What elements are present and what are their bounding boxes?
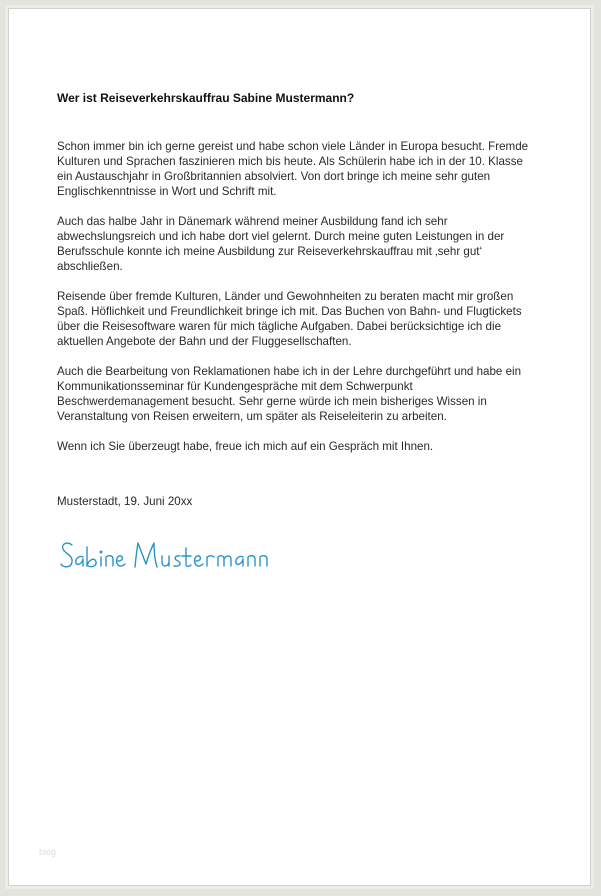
date-line: Musterstadt, 19. Juni 20xx [57,495,193,508]
paragraph-closing: Wenn ich Sie überzeugt habe, freue ich mich auf ein Gespräch mit Ihnen. [57,440,434,453]
handwritten-signature [59,537,299,582]
paragraph-denmark-training: Auch das halbe Jahr in Dänemark während meiner Ausbildung fand ich sehr abwechslungsreich und ich habe dort viel gelernt. Durch meine guten Leistungen in der Berufsschule konnte ich meine Ausbildung zur Reiseverkehrskauffrau mit ‚sehr gut‘ abschließen. [57,215,505,273]
letter-body [57,91,537,509]
letter-heading: Wer ist Reiseverkehrskauffrau Sabine Mustermann? [57,91,355,105]
paragraph-complaints: Auch die Bearbeitung von Reklamationen habe ich in der Lehre durchgeführt und habe ein Kommunikationsseminar für Kundengespräche mit dem Schwerpunkt Beschwerdemanagement besucht. Sehr gerne würde ich mein bisheriges Wissen in Veranstaltung von Reisen erweitern, um später als Reiseleiterin zu arbeiten. [57,365,522,423]
paragraph-customer-advice: Reisende über fremde Kulturen, Länder und Gewohnheiten zu beraten macht mir großen Spaß. Höflichkeit und Freundlichkeit bringe ich mit. Das Buchen von Bahn- und Flugtickets über die Reisesoftware waren für mich tägliche Aufgaben. Dabei berücksichtige ich die aktuellen Angebote der Bahn und der Fluggesellschaften. [57,290,522,348]
paragraph-travel-experience: Schon immer bin ich gerne gereist und habe schon viele Länder in Europa besucht. Fremde Kulturen und Sprachen faszinieren mich bis heute. Als Schülerin habe ich in der 10. Klasse ein Austauschjahr in Großbritannien absolviert. Von dort bringe ich meine sehr guten Englischkenntnisse in Wort und Schrift mit. [57,140,529,198]
watermark-text: blog [39,847,57,857]
signature-image [59,537,299,577]
letter-page [8,8,591,886]
